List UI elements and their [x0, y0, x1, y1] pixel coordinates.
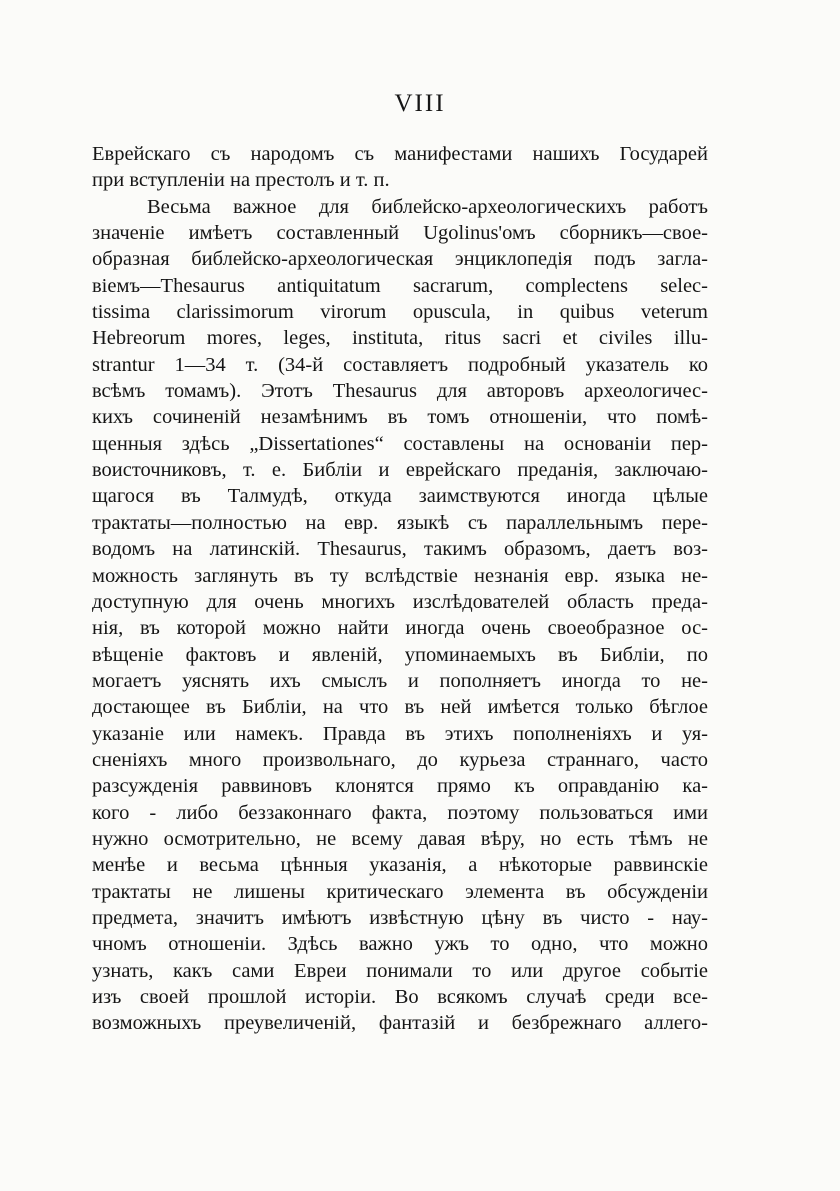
text-line: нія, въ которой можно найти иногда очень своеобразное ос- — [92, 617, 708, 640]
text-line: трактаты—полностью на евр. языкѣ съ параллельнымъ пере- — [92, 511, 708, 534]
text-line: менѣе и весьма цѣнныя указанія, а нѣкоторые раввинскіе — [92, 854, 708, 877]
text-line: вѣщеніе фактовъ и явленій, упоминаемыхъ въ Библіи, по — [92, 643, 708, 666]
text-line: кихъ сочиненій незамѣнимъ въ томъ отношеніи, что помѣ- — [92, 406, 708, 429]
text-line: образная библейско-археологическая энциклопедія подъ загла- — [92, 248, 708, 271]
text-line: воисточниковъ, т. е. Библіи и еврейскаго преданія, заключаю- — [92, 459, 708, 482]
text-line: узнать, какъ сами Евреи понимали то или другое событіе — [92, 959, 708, 982]
text-line: возможныхъ преувеличеній, фантазій и безбрежнаго аллего- — [92, 1012, 708, 1035]
text-line: Весьма важное для библейско-археологическихъ работъ — [147, 195, 708, 218]
text-line: щагося въ Талмудѣ, откуда заимствуются иногда цѣлые — [92, 485, 708, 508]
text-line: при вступленіи на престолъ и т. п. — [92, 169, 390, 192]
text-line: значеніе имѣетъ составленный Ugolinus'омъ сборникъ—свое- — [92, 222, 708, 245]
text-line: разсужденія раввиновъ клонятся прямо къ оправданію ка- — [92, 775, 708, 798]
text-line: можность заглянуть въ ту вслѣдствіе незнанія евр. языка не- — [92, 564, 708, 587]
text-line: нужно осмотрительно, не всему давая вѣру, но есть тѣмъ не — [92, 827, 708, 850]
text-line: tissima clarissimorum virorum opuscula, in quibus veterum — [92, 301, 708, 324]
text-line: доступную для очень многихъ изслѣдователей область преда- — [92, 590, 708, 613]
text-line: изъ своей прошлой исторіи. Во всякомъ случаѣ среди все- — [92, 986, 708, 1008]
text-line: водомъ на латинскій. Thesaurus, такимъ образомъ, даетъ воз- — [92, 538, 708, 561]
text-line: трактаты не лишены критическаго элемента въ обсужденіи — [92, 880, 708, 903]
text-line: віемъ—Thesaurus antiquitatum sacrarum, complectens selec- — [92, 274, 708, 297]
text-line: достающее въ Библіи, на что въ ней имѣется только бѣглое — [92, 696, 708, 719]
text-line: могаетъ уяснять ихъ смыслъ и пополняетъ иногда то не- — [92, 669, 708, 692]
text-line: чномъ отношеніи. Здѣсь важно ужъ то одно, что можно — [92, 933, 708, 956]
text-line: Еврейскаго съ народомъ съ манифестами нашихъ Государей — [92, 143, 708, 165]
text-line: щенныя здѣсь „Dissertationes“ составлены на основаніи пер- — [92, 432, 708, 455]
text-line: Hebreorum mores, leges, instituta, ritus sacri et civiles illu- — [92, 327, 708, 350]
text-line: указаніе или намекъ. Правда въ этихъ пополненіяхъ и уя- — [92, 722, 708, 745]
page-number: VIII — [394, 90, 446, 117]
body-text — [92, 141, 708, 1037]
text-line: кого - либо беззаконнаго факта, поэтому пользоваться ими — [92, 801, 708, 824]
text-line: всѣмъ томамъ). Этотъ Thesaurus для авторовъ археологичес- — [92, 380, 708, 403]
text-line: сненіяхъ много произвольнаго, до курьеза страннаго, часто — [92, 748, 708, 771]
text-line: strantur 1—34 т. (34-й составляетъ подробный указатель ко — [92, 353, 708, 376]
text-line: предмета, значитъ имѣютъ извѣстную цѣну въ чисто - нау- — [92, 906, 708, 929]
